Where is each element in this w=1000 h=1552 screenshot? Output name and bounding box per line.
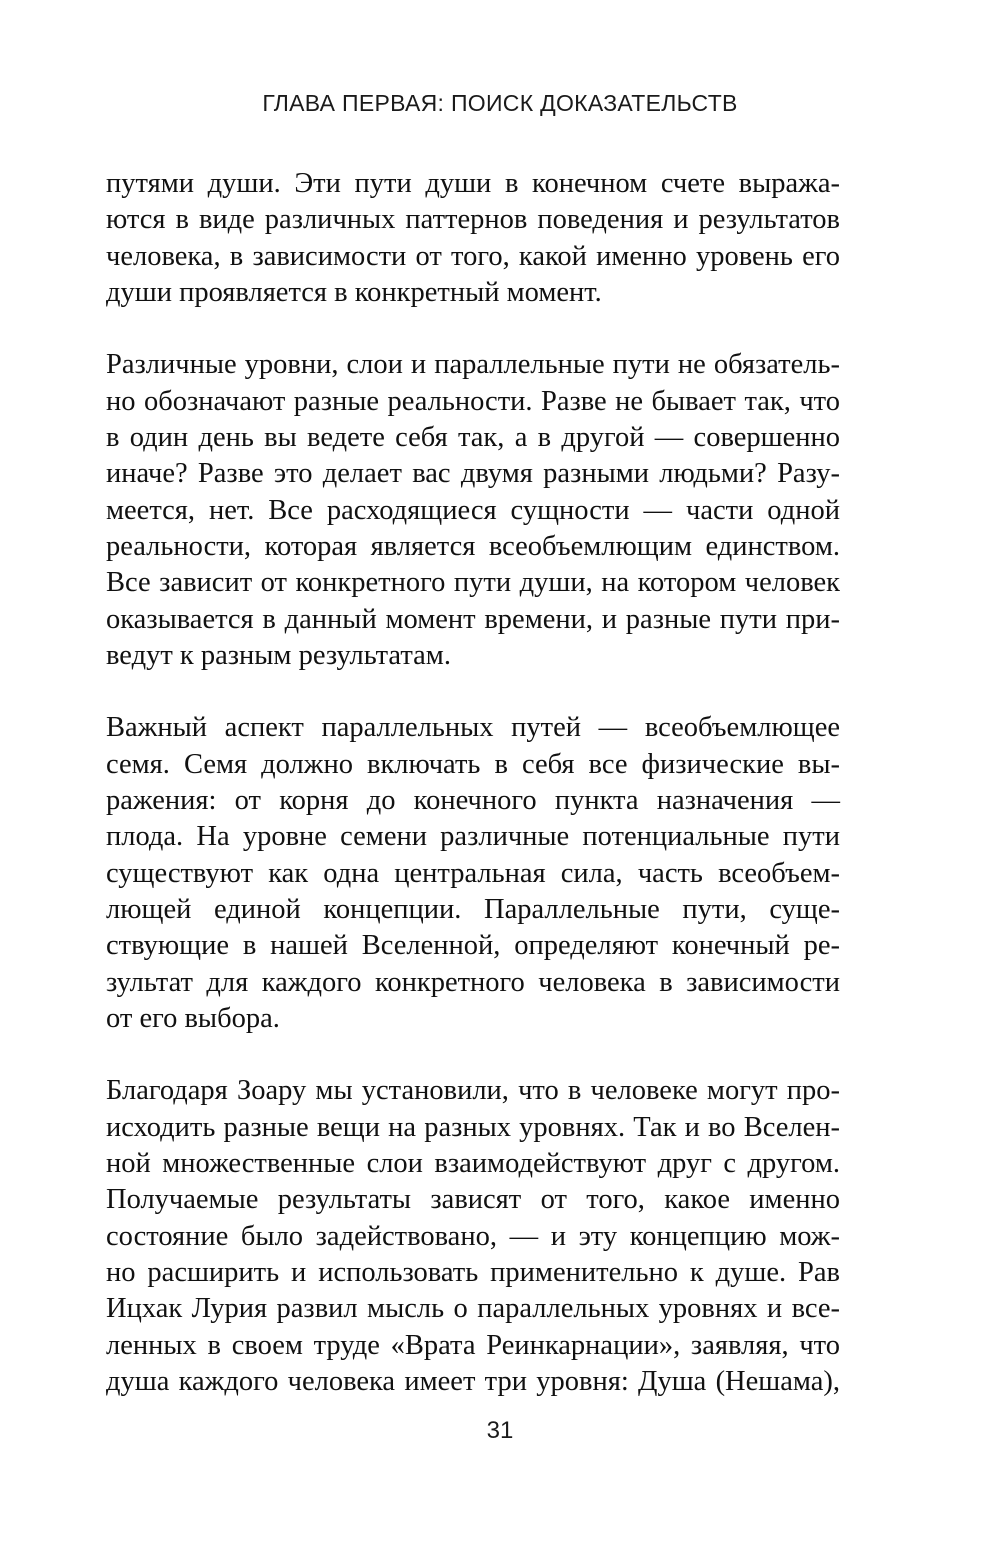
text-line: ются в виде различных паттернов поведения и результатов <box>106 204 840 236</box>
paragraph-1 <box>106 166 840 311</box>
paragraph-3 <box>106 710 840 1037</box>
text-line: зультат для каждого конкретного человека в зависимости <box>106 966 840 998</box>
text-line: лющей единой концепции. Параллельные пути, суще- <box>106 893 840 925</box>
text-line: ражения: от корня до конечного пункта назначения — <box>106 785 840 817</box>
text-line: меется, нет. Все расходящиеся сущности — части одной <box>106 494 840 526</box>
text-line: Различные уровни, слои и параллельные пути не обязатель- <box>106 349 840 381</box>
text-line: оказывается в данный момент времени, и разные пути при- <box>106 603 840 635</box>
text-line: Все зависит от конкретного пути души, на котором человек <box>106 567 840 599</box>
text-line: человека, в зависимости от того, какой именно уровень его <box>106 240 840 272</box>
paragraph-2 <box>106 347 840 674</box>
body-text <box>106 166 840 1436</box>
text-line: путями души. Эти пути души в конечном счете выража- <box>106 168 840 199</box>
running-head: ГЛАВА ПЕРВАЯ: ПОИСК ДОКАЗАТЕЛЬСТВ <box>262 90 738 116</box>
text-line: реальности, которая является всеобъемлющим единством. <box>106 530 840 562</box>
text-line: Благодаря Зоару мы установили, что в человеке могут про- <box>106 1075 840 1107</box>
text-line: Получаемые результаты зависят от того, какое именно <box>106 1184 840 1216</box>
paragraph-4 <box>106 1073 840 1400</box>
text-line: от его выбора. <box>106 1002 280 1034</box>
text-line: душа каждого человека имеет три уровня: Душа (Нешама), <box>106 1365 840 1397</box>
text-line: состояние было задействовано, — и эту концепцию мож- <box>106 1220 840 1252</box>
text-line: в один день вы ведете себя так, а в другой — совершенно <box>106 422 840 454</box>
text-line: исходить разные вещи на разных уровнях. Так и во Вселен- <box>106 1111 840 1143</box>
text-line: ведут к разным результатам. <box>106 639 451 671</box>
text-line: семя. Семя должно включать в себя все физические вы- <box>106 748 840 780</box>
text-line: души проявляется в конкретный момент. <box>106 276 602 308</box>
text-line: ствующие в нашей Вселенной, определяют конечный ре- <box>106 930 840 962</box>
text-line: ной множественные слои взаимодействуют друг с другом. <box>106 1148 840 1180</box>
page-number: 31 <box>486 1417 514 1444</box>
text-line: существуют как одна центральная сила, часть всеобъем- <box>106 857 840 889</box>
text-line: но обозначают разные реальности. Разве не бывает так, что <box>106 385 840 417</box>
text-line: ленных в своем труде «Врата Реинкарнации», заявляя, что <box>106 1329 840 1361</box>
text-line: плода. На уровне семени различные потенциальные пути <box>106 821 840 853</box>
text-line: Ицхак Лурия развил мысль о параллельных уровнях и все- <box>106 1293 840 1325</box>
text-line: но расширить и использовать применительно к душе. Рав <box>106 1256 840 1288</box>
text-line: Важный аспект параллельных путей — всеобъемлющее <box>106 712 840 744</box>
text-line: иначе? Разве это делает вас двумя разными людьми? Разу- <box>106 458 840 490</box>
